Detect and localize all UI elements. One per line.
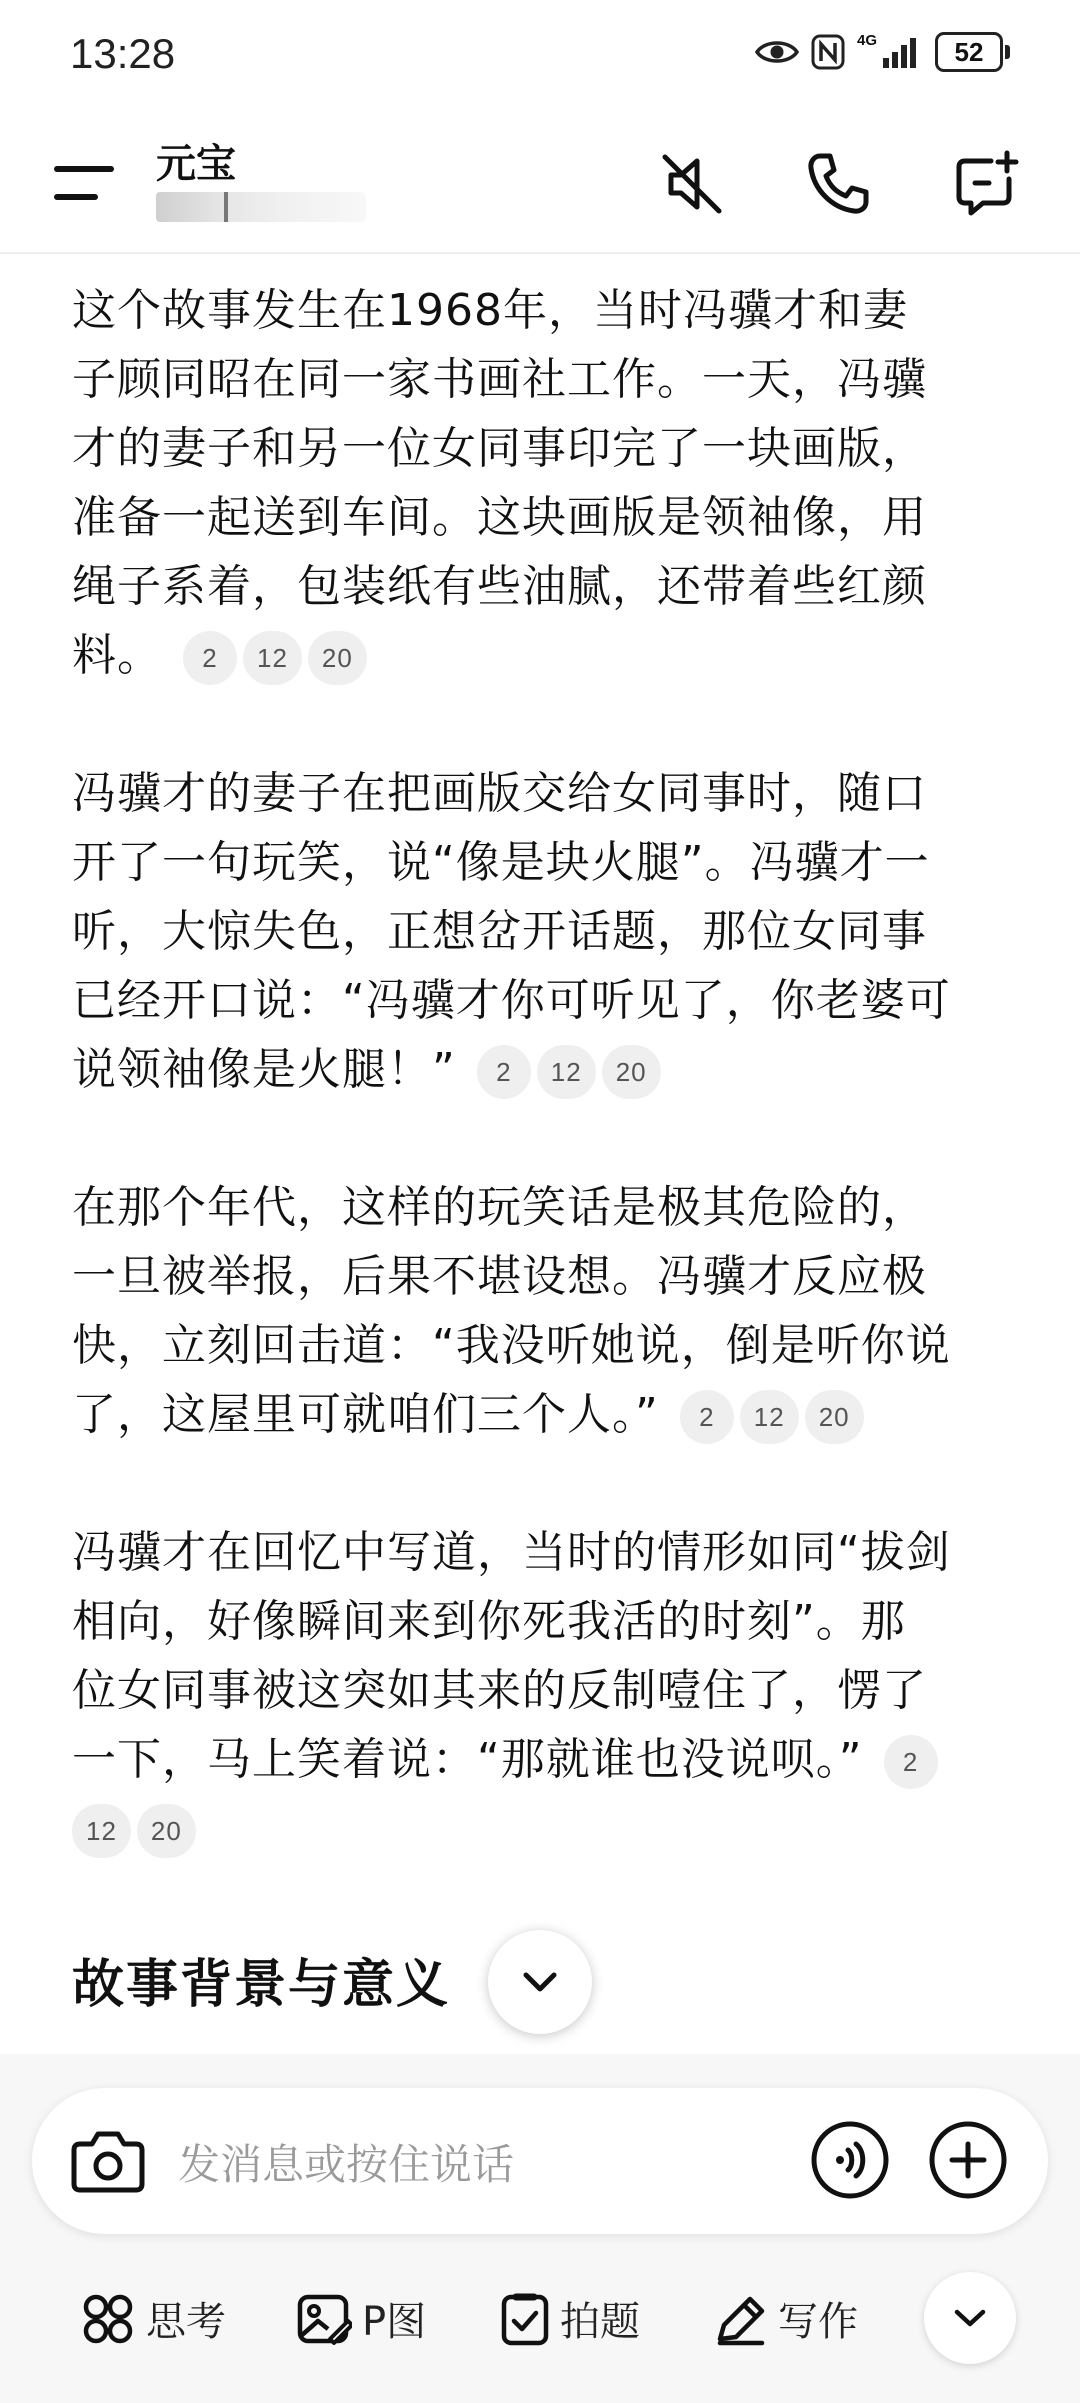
bot-subtitle-blurred xyxy=(156,192,366,222)
citation-badge[interactable]: 12 xyxy=(243,631,302,685)
menu-button[interactable] xyxy=(48,154,118,214)
paragraph-line: 子顾同昭在同一家书画社工作。一天，冯骥 xyxy=(72,354,927,405)
paragraph-line: 位女同事被这突如其来的反制噎住了，愣了 xyxy=(72,1665,927,1716)
network-type: 4G xyxy=(857,32,878,49)
voice-call-button[interactable] xyxy=(808,2118,892,2202)
message-content xyxy=(72,276,1012,1932)
tool-p-image[interactable] xyxy=(296,2290,426,2347)
add-attachment-button[interactable] xyxy=(926,2118,1010,2202)
paragraph-line: 说领袖像是火腿！” xyxy=(72,1044,456,1095)
citation-badge[interactable]: 12 xyxy=(72,1804,131,1858)
more-tools-button[interactable] xyxy=(924,2272,1016,2364)
citation-badge[interactable]: 2 xyxy=(680,1390,734,1444)
message-input[interactable]: 发消息或按住说话 xyxy=(178,2140,515,2189)
scroll-to-bottom-button[interactable] xyxy=(488,1930,592,2034)
message-paragraph xyxy=(72,1173,1012,1449)
voice-wave-icon xyxy=(810,2120,890,2200)
quick-tools-bar xyxy=(0,2272,1080,2362)
camera-button[interactable] xyxy=(70,2123,146,2199)
section-heading: 故事背景与意义 xyxy=(72,1955,451,2015)
paragraph-line: 准备一起送到车间。这块画版是领袖像，用 xyxy=(72,492,927,543)
chevron-down-icon xyxy=(952,2307,988,2329)
composer-area xyxy=(0,2054,1080,2403)
status-icons xyxy=(755,32,1010,72)
citation-badge[interactable]: 20 xyxy=(308,631,367,685)
citation-badge[interactable]: 2 xyxy=(477,1045,531,1099)
citation-badge[interactable]: 20 xyxy=(805,1390,864,1444)
tool-p-image-label: P图 xyxy=(362,2299,427,2345)
citation-badge[interactable]: 20 xyxy=(602,1045,661,1099)
phone-icon xyxy=(804,150,872,218)
tool-photo-question-label: 拍题 xyxy=(560,2299,640,2345)
status-bar xyxy=(0,0,1080,112)
paragraph-line: 听，大惊失色，正想岔开话题，那位女同事 xyxy=(72,906,927,957)
citation-badge[interactable]: 2 xyxy=(884,1735,938,1789)
paragraph-line: 冯骥才的妻子在把画版交给女同事时，随口 xyxy=(72,768,927,819)
paragraph-line: 冯骥才在回忆中写道，当时的情形如同“拔剑 xyxy=(72,1527,951,1578)
citation-badge[interactable]: 2 xyxy=(183,631,237,685)
paragraph-line: 已经开口说：“冯骥才你可听见了，你老婆可 xyxy=(72,975,951,1026)
pen-icon xyxy=(712,2291,768,2347)
citation-badge[interactable]: 12 xyxy=(740,1390,799,1444)
new-chat-icon xyxy=(951,149,1021,219)
tool-write[interactable] xyxy=(712,2290,858,2347)
plus-circle-icon xyxy=(928,2120,1008,2200)
mute-button[interactable] xyxy=(652,144,732,224)
status-time: 13:28 xyxy=(70,30,176,77)
paragraph-line: 快，立刻回击道：“我没听她说，倒是听你说 xyxy=(72,1320,951,1371)
speaker-muted-icon xyxy=(657,149,727,219)
paragraph-line: 这个故事发生在1968年，当时冯骥才和妻 xyxy=(72,285,908,336)
paragraph-line: 一下，马上笑着说：“那就谁也没说呗。” xyxy=(72,1734,863,1785)
citation-badge[interactable]: 20 xyxy=(137,1804,196,1858)
tool-think[interactable] xyxy=(80,2290,226,2347)
paragraph-line: 料。 xyxy=(72,630,162,681)
message-paragraph xyxy=(72,1518,1012,1863)
signal-icon xyxy=(857,34,923,70)
tool-photo-question[interactable] xyxy=(500,2290,640,2347)
battery-icon xyxy=(935,32,1010,72)
paragraph-line: 在那个年代，这样的玩笑话是极其危险的， xyxy=(72,1182,927,1233)
paragraph-line: 绳子系着，包装纸有些油腻，还带着些红颜 xyxy=(72,561,927,612)
paragraph-line: 才的妻子和另一位女同事印完了一块画版， xyxy=(72,423,927,474)
paragraph-line: 了，这屋里可就咱们三个人。” xyxy=(72,1389,659,1440)
paragraph-line: 开了一句玩笑，说“像是块火腿”。冯骥才一 xyxy=(72,837,930,888)
message-paragraph xyxy=(72,759,1012,1104)
message-paragraph xyxy=(72,276,1012,690)
checklist-icon xyxy=(500,2291,550,2347)
eye-icon xyxy=(755,37,799,67)
call-button[interactable] xyxy=(798,144,878,224)
tool-write-label: 写作 xyxy=(778,2299,858,2345)
tool-think-label: 思考 xyxy=(146,2299,226,2345)
image-edit-icon xyxy=(296,2291,352,2347)
camera-icon xyxy=(70,2128,146,2194)
paragraph-line: 相向，好像瞬间来到你死我活的时刻”。那 xyxy=(72,1596,906,1647)
battery-level: 52 xyxy=(954,36,984,67)
bot-name: 元宝 xyxy=(156,141,236,187)
chevron-down-icon xyxy=(520,1970,560,1994)
think-icon xyxy=(80,2291,136,2347)
message-input-bar[interactable] xyxy=(32,2088,1048,2234)
paragraph-line: 一旦被举报，后果不堪设想。冯骥才反应极 xyxy=(72,1251,927,1302)
new-chat-button[interactable] xyxy=(946,144,1026,224)
nfc-icon xyxy=(811,34,845,70)
citation-badge[interactable]: 12 xyxy=(537,1045,596,1099)
chat-header xyxy=(0,112,1080,254)
